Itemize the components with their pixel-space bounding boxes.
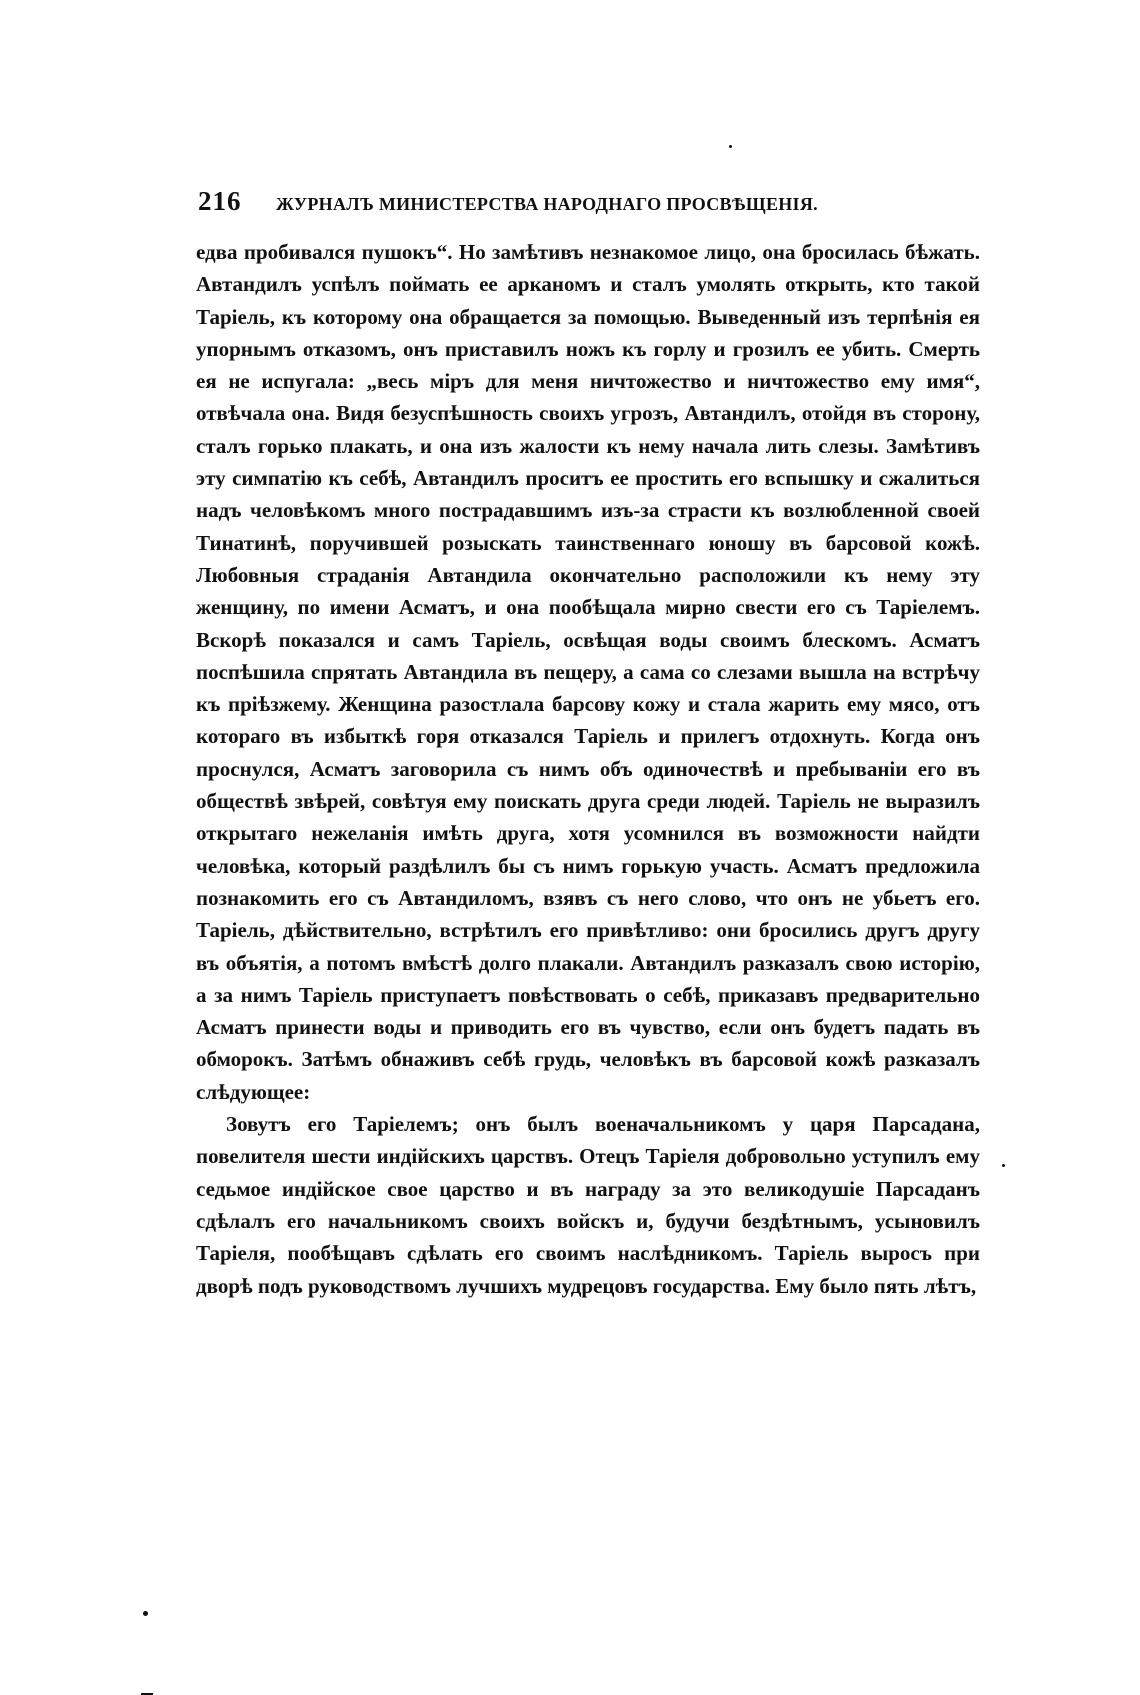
- body-text: [196, 236, 980, 1302]
- margin-dot: [143, 1611, 148, 1616]
- print-speck: [729, 145, 732, 148]
- paragraph: Зовутъ его Таріелемъ; онъ былъ военачальникомъ у царя Парсадана, повелителя шести индійскихъ царствъ. Отецъ Таріеля добровольно уступилъ ему седьмое индійское свое царство и въ награду за это великодушіе Парсаданъ сдѣлалъ его начальникомъ своихъ войскъ и, будучи бездѣтнымъ, усыновилъ Таріеля, пообѣщавъ сдѣлать его своимъ наслѣдникомъ. Таріель выросъ при дворѣ подъ руководствомъ лучшихъ мудрецовъ государства. Ему было пять лѣтъ,: [196, 1112, 980, 1298]
- paragraph: едва пробивался пушокъ“. Но замѣтивъ незнакомое лицо, она бросилась бѣжать. Автандилъ успѣлъ поймать ее арканомъ и сталъ умолять открыть, кто такой Таріель, къ которому она обращается за помощью. Выведенный изъ терпѣнія ея упорнымъ отказомъ, онъ приставилъ ножъ къ горлу и грозилъ ее убить. Смерть ея не испугала: „весь міръ для меня ничтожество и ничтожество ему имя“, отвѣчала она. Видя безуспѣшность своихъ угрозъ, Автандилъ, отойдя въ сторону, сталъ горько плакать, и она изъ жалости къ нему начала лить слезы. Замѣтивъ эту симпатію къ себѣ, Автандилъ проситъ ее простить его вспышку и сжалиться надъ человѣкомъ много пострадавшимъ изъ-за страсти къ возлюбленной своей Тинатинѣ, поручившей розыскать таинственнаго юношу въ барсовой кожѣ. Любовныя страданія Автандила окончательно расположили къ нему эту женщину, по имени Асматъ, и она пообѣщала мирно свести его съ Таріелемъ. Вскорѣ показался и самъ Таріель, освѣщая воды своимъ блескомъ. Асматъ поспѣшила спрятать Автандила въ пещеру, а сама со слезами вышла на встрѣчу къ пріѣзжему. Женщина разостлала барсову кожу и стала жарить ему мясо, отъ котораго въ избыткѣ горя отказался Таріель и прилегъ отдохнуть. Когда онъ проснулся, Асматъ заговорила съ нимъ объ одиночествѣ и пребываніи его въ обществѣ звѣрей, совѣтуя ему поискать друга среди людей. Таріель не выразилъ открытаго нежеланія имѣть друга, хотя усомнился въ возможности найдти человѣка, который раздѣлилъ бы съ нимъ горькую участь. Асматъ предложила познакомить его съ Автандиломъ, взявъ съ него слово, что онъ не убьетъ его. Таріель, дѣйствительно, встрѣтилъ его привѣтливо: они бросились другъ другу въ объятія, а потомъ вмѣстѣ долго плакали. Автандилъ разказалъ свою исторію, а за нимъ Таріель приступаетъ повѣствовать о себѣ, приказавъ предварительно Асматъ принести воды и приводить его въ чувство, если онъ будетъ падать въ обморокъ. Затѣмъ обнаживъ себѣ грудь, человѣкъ въ барсовой кожѣ разказалъ слѣдующее:: [196, 240, 980, 1104]
- print-speck: [1002, 1164, 1005, 1167]
- running-head: [198, 186, 978, 217]
- page-number: 216: [198, 186, 242, 216]
- journal-title: ЖУРНАЛЪ МИНИСТЕРСТВА НАРОДНАГО ПРОСВѢЩЕНІЯ.: [276, 194, 818, 214]
